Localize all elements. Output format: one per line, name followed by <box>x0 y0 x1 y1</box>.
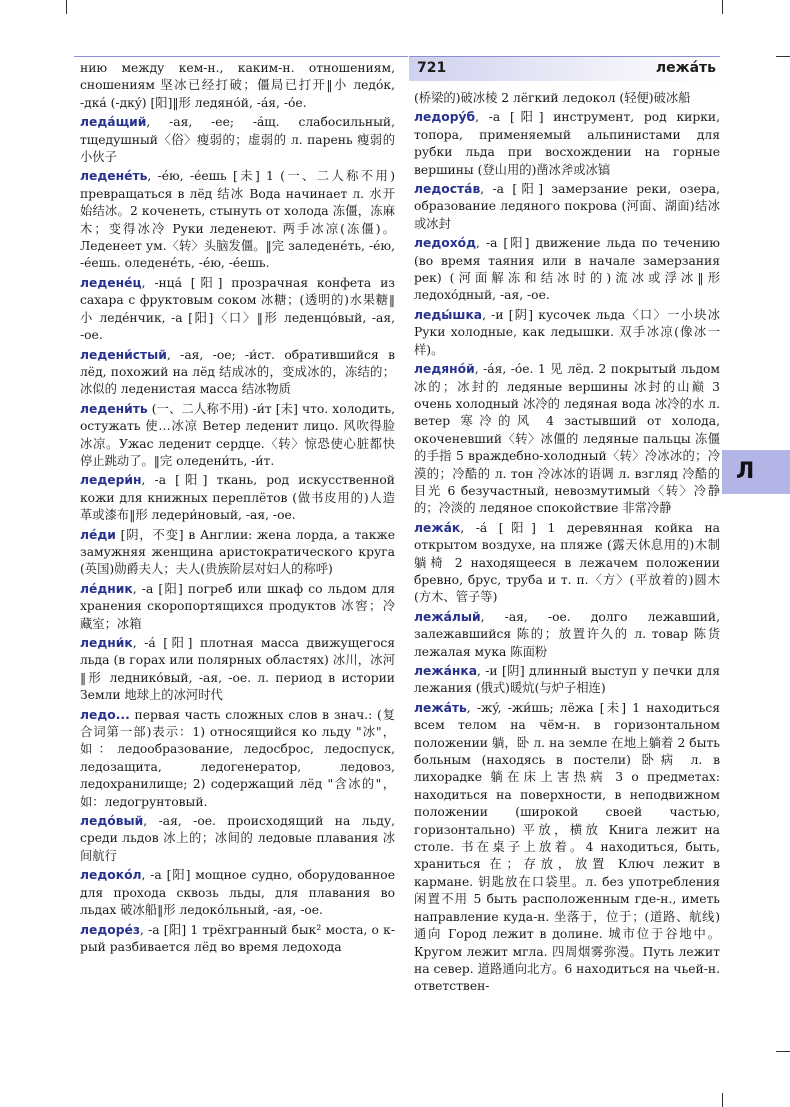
header-rule <box>74 56 408 57</box>
entry-definition: , -а [阳] 1 трёхгранный бык² моста, о к-рый разбивается лёд во время ледохода <box>80 922 395 954</box>
dictionary-entry <box>80 581 395 633</box>
entry-definition: , -ая, -ое. происходящий на льду, среди льдов 冰上的；冰间的 ледовые плавания 冰间航行 <box>80 814 395 863</box>
dictionary-entry <box>80 401 395 471</box>
dictionary-entry <box>80 472 395 524</box>
entry-definition: первая часть сложных слов в знач.: (复合词第一部)表示：1) относящийся ко льду "冰"，如：ледообразование, ледосброс, ледоспуск, ледозащита, ледогенератор, ледовоз, ледохранилище; 2) содержащий лёд "含冰的"，如：ледогрунтовый. <box>80 707 395 809</box>
entry-definition: , -а [阳] мощное судно, оборудованное для прохода сквозь льды, для плавания во льдах 破冰船‖形 ледокóльный, -ая, -ое. <box>80 868 395 918</box>
crop-mark-top-right <box>722 0 723 14</box>
dictionary-entry <box>414 361 720 518</box>
entry-headword: ледорéз <box>80 922 141 937</box>
entry-headword: лежáть <box>414 700 467 715</box>
dictionary-entry <box>80 922 395 957</box>
entry-definition: , -éю, -éешь [未] 1 (一、二人称不用) превращаться в лёд 结冰 Вода начинает л. 水开始结冰。2 коченеть, стынуть от холода 冻僵，冻麻木；变得冰冷 Руки леденеют. 两手冰凉(冻僵)。Леденеет ум.〈转〉头脑发僵。‖完 заледенéть, -éю, -éешь. оледенéть, -éю, -éешь. <box>80 169 395 271</box>
entry-headword: ледо... <box>80 707 130 722</box>
entry-definition: , -а [阳] замерзание реки, озера, образование ледяного покрова (河面、湖面)结冰或冰封 <box>414 182 720 231</box>
entry-definition: , -áя, -óе. 1 见 лёд. 2 покрытый льдом 冰的；冰封的 ледяные вершины 冰封的山巅 3 очень холодный 冰冷的 ледяная вода 冰冷的水 л. ветер 寒冷的风 4 застывший от холода, окоченевший〈转〉冰僵的 ледяные пальцы 冻僵的手指 5 враждебно-холодный〈转〉冷冰冰的；冷漠的；冷酷的 л. тон 冷冰冰的语调 л. взгляд 冷酷的目光 6 безучастный, невозмутимый〈转〉冷静的；冷淡的 ледяное спокойствие 非常冷静 <box>414 362 720 516</box>
dictionary-entry <box>80 114 395 166</box>
entry-headword: лежáнка <box>414 664 478 678</box>
left-column <box>80 60 395 958</box>
dictionary-entry <box>80 867 395 919</box>
entry-definition: , -жý, -жи́шь; лёжа [未] 1 находиться всем телом на чём-н. в горизонтальном положении 躺，卧 л. на земле 在地上躺着 2 быть больным (находясь в постели) 卧病 л. в лихорадке 躺在床上害热病 3 о предметах: находиться на поверхности, в неподвижном положении (широкой своей частью, горизонтально) 平放，横放 Книга лежит на столе. 书在桌子上放着。4 находиться, быть, храниться 在；存放，放置 Ключ лежит в кармане. 钥匙放在口袋里。л. без употребления 闲置不用 5 быть расположенным где-н., иметь направление куда-н. 坐落于，位于；(道路、航线)通向 Город лежит в долине. 城市位于谷地中。Кругом лежит мгла. 四周烟雾弥漫。Путь лежит на север. 道路通向北方。6 находиться на чьей-н. ответствен- <box>414 700 720 994</box>
dictionary-entry <box>414 307 720 359</box>
entry-definition: , -ая, -ее; -áщ. слабосильный, тщедушный〈俗〉瘦弱的；虚弱的 л. парень 瘦弱的小伙子 <box>80 115 395 165</box>
crop-mark-right-bottom <box>776 1051 790 1052</box>
entry-definition: , -а [阳] погреб или шкаф со льдом для хранения скоропортящихся продуктов 冰窖；冷藏室；冰箱 <box>80 581 395 631</box>
entry-headword: ледостáв <box>414 182 481 197</box>
entry-definition: , -нцá [阳] прозрачная конфета из сахара с фруктовым соком 冰糖；(透明的)水果糖‖小 ледéнчик, -а [阳]〈口〉‖形 леденцóвый, -ая, -ое. <box>80 275 395 343</box>
entry-definition: , -а [阳] инструмент, род кирки, топора, применяемый альпинистами для рубки льда при восхождении на горные вершины (登山用的)凿冰斧或冰镐 <box>414 110 720 177</box>
entry-definition: , -а [阳] ткань, род искусственной кожи для книжных переплётов (做书皮用的)人造革或漆布‖形 ледери́новый, -ая, -ое. <box>80 473 395 523</box>
right-column <box>414 90 720 998</box>
guide-word: лежáть <box>655 60 716 76</box>
page-header <box>409 56 720 81</box>
crop-mark-right-top <box>776 56 790 57</box>
entry-definition: (一、二人称不用) -и́т [未] что. холодить, остужать 使…冰凉 Ветер леденит лицо. 风吹得脸冰凉。Ужас леденит сердце.〈转〉惊恐使心脏都快停止跳动了。‖完 оледени́ть, -и́т. <box>80 401 395 468</box>
entry-headword: ледокóл <box>80 868 142 883</box>
entry-definition: , -и [阴] кусочек льда〈口〉一小块冰 Руки холодные, как ледышки. 双手冰凉(像冰一样)。 <box>414 307 720 357</box>
entry-headword: леды́шка <box>414 307 483 322</box>
dictionary-entry <box>414 235 720 305</box>
entry-headword: лéди <box>80 527 116 542</box>
dictionary-entry <box>414 90 720 107</box>
crop-mark-bottom-right <box>722 1093 723 1107</box>
entry-headword: леденéц <box>80 275 142 290</box>
dictionary-entry <box>414 181 720 233</box>
dictionary-entry <box>80 275 395 345</box>
entry-definition: , -á [阳] плотная масса движущегося льда (в горах или полярных областях) 冰川，冰河‖形 ледникóвый, -ая, -ое. л. период в истории Земли 地球上的冰河时代 <box>80 636 395 703</box>
entry-headword: ледóвый <box>80 814 144 829</box>
entry-headword: ледáщий <box>80 115 147 130</box>
entry-headword: ледянóй <box>414 362 475 377</box>
entry-headword: леденéть <box>80 169 148 184</box>
dictionary-entry <box>80 707 395 811</box>
entry-definition: [阴，不变] в Англии: жена лорда, а также замужняя женщина аристократического круга (英国)勋爵夫人；夫人(贵族阶层对妇人的称呼) <box>80 527 395 577</box>
dictionary-entry <box>80 60 395 112</box>
entry-headword: лéдник <box>80 581 133 596</box>
dictionary-entry <box>80 527 395 579</box>
dictionary-entry <box>414 700 720 996</box>
dictionary-entry <box>80 168 395 272</box>
dictionary-entry <box>80 635 395 705</box>
entry-headword: лежáлый <box>414 609 481 624</box>
entry-headword: ледери́н <box>80 473 142 488</box>
thumb-index-tab <box>722 450 790 494</box>
dictionary-entry <box>414 609 720 661</box>
dictionary-entry <box>80 347 395 399</box>
dictionary-entry <box>414 520 720 607</box>
entry-definition: , -ая, -ое; -и́ст. обратившийся в лёд, похожий на лёд 结成冰的，变成冰的，冻结的；冰似的 леденистая масса 结冰物质 <box>80 347 395 397</box>
entry-definition: , -а [阳] движение льда по течению (во время таяния или в начале замерзания рек) (河面解冻和结冰时的)流冰或浮冰‖形 ледохóдный, -ая, -ое. <box>414 236 720 303</box>
dictionary-entry <box>414 109 720 179</box>
entry-headword: ледохóд <box>414 236 477 251</box>
entry-definition: , -и [阴] длинный выступ у печки для лежания (俄式)暖炕(与炉子相连) <box>414 664 720 696</box>
dictionary-entry <box>414 663 720 698</box>
dictionary-entry <box>80 813 395 865</box>
entry-definition: , -á [阳] 1 деревянная койка на открытом воздухе, на пляже (露天休息用的)木制躺椅 2 находящееся в лежачем положении бревно, брус, труба и т. п.〈方〉(平放着的)圆木(方木、管子等) <box>414 520 720 605</box>
entry-definition: , -ая, -ое. долго лежавший, залежавшийся 陈的；放置许久的 л. товар 陈货 лежалая мука 陈面粉 <box>414 609 720 659</box>
entry-headword: ледени́ть <box>80 401 148 416</box>
page-number: 721 <box>417 60 447 76</box>
entry-headword: лежáк <box>414 520 461 535</box>
thumb-index-letter: Л <box>736 459 755 484</box>
entry-headword: ледорýб <box>414 110 476 125</box>
entry-definition: (桥梁的)破冰棱 2 лёгкий ледокол (轻便)破冰船 <box>414 91 691 105</box>
entry-headword: ледни́к <box>80 636 133 650</box>
crop-mark-top-left <box>66 0 67 14</box>
entry-definition: нию между кем-н., каким-н. отношениям, сношениям 坚冰已经打破；僵局已打开‖小 ледóк, -дкá (-дкý) [阳]‖形 ледянóй, -áя, -óе. <box>80 61 395 110</box>
entry-headword: ледени́стый <box>80 347 167 362</box>
